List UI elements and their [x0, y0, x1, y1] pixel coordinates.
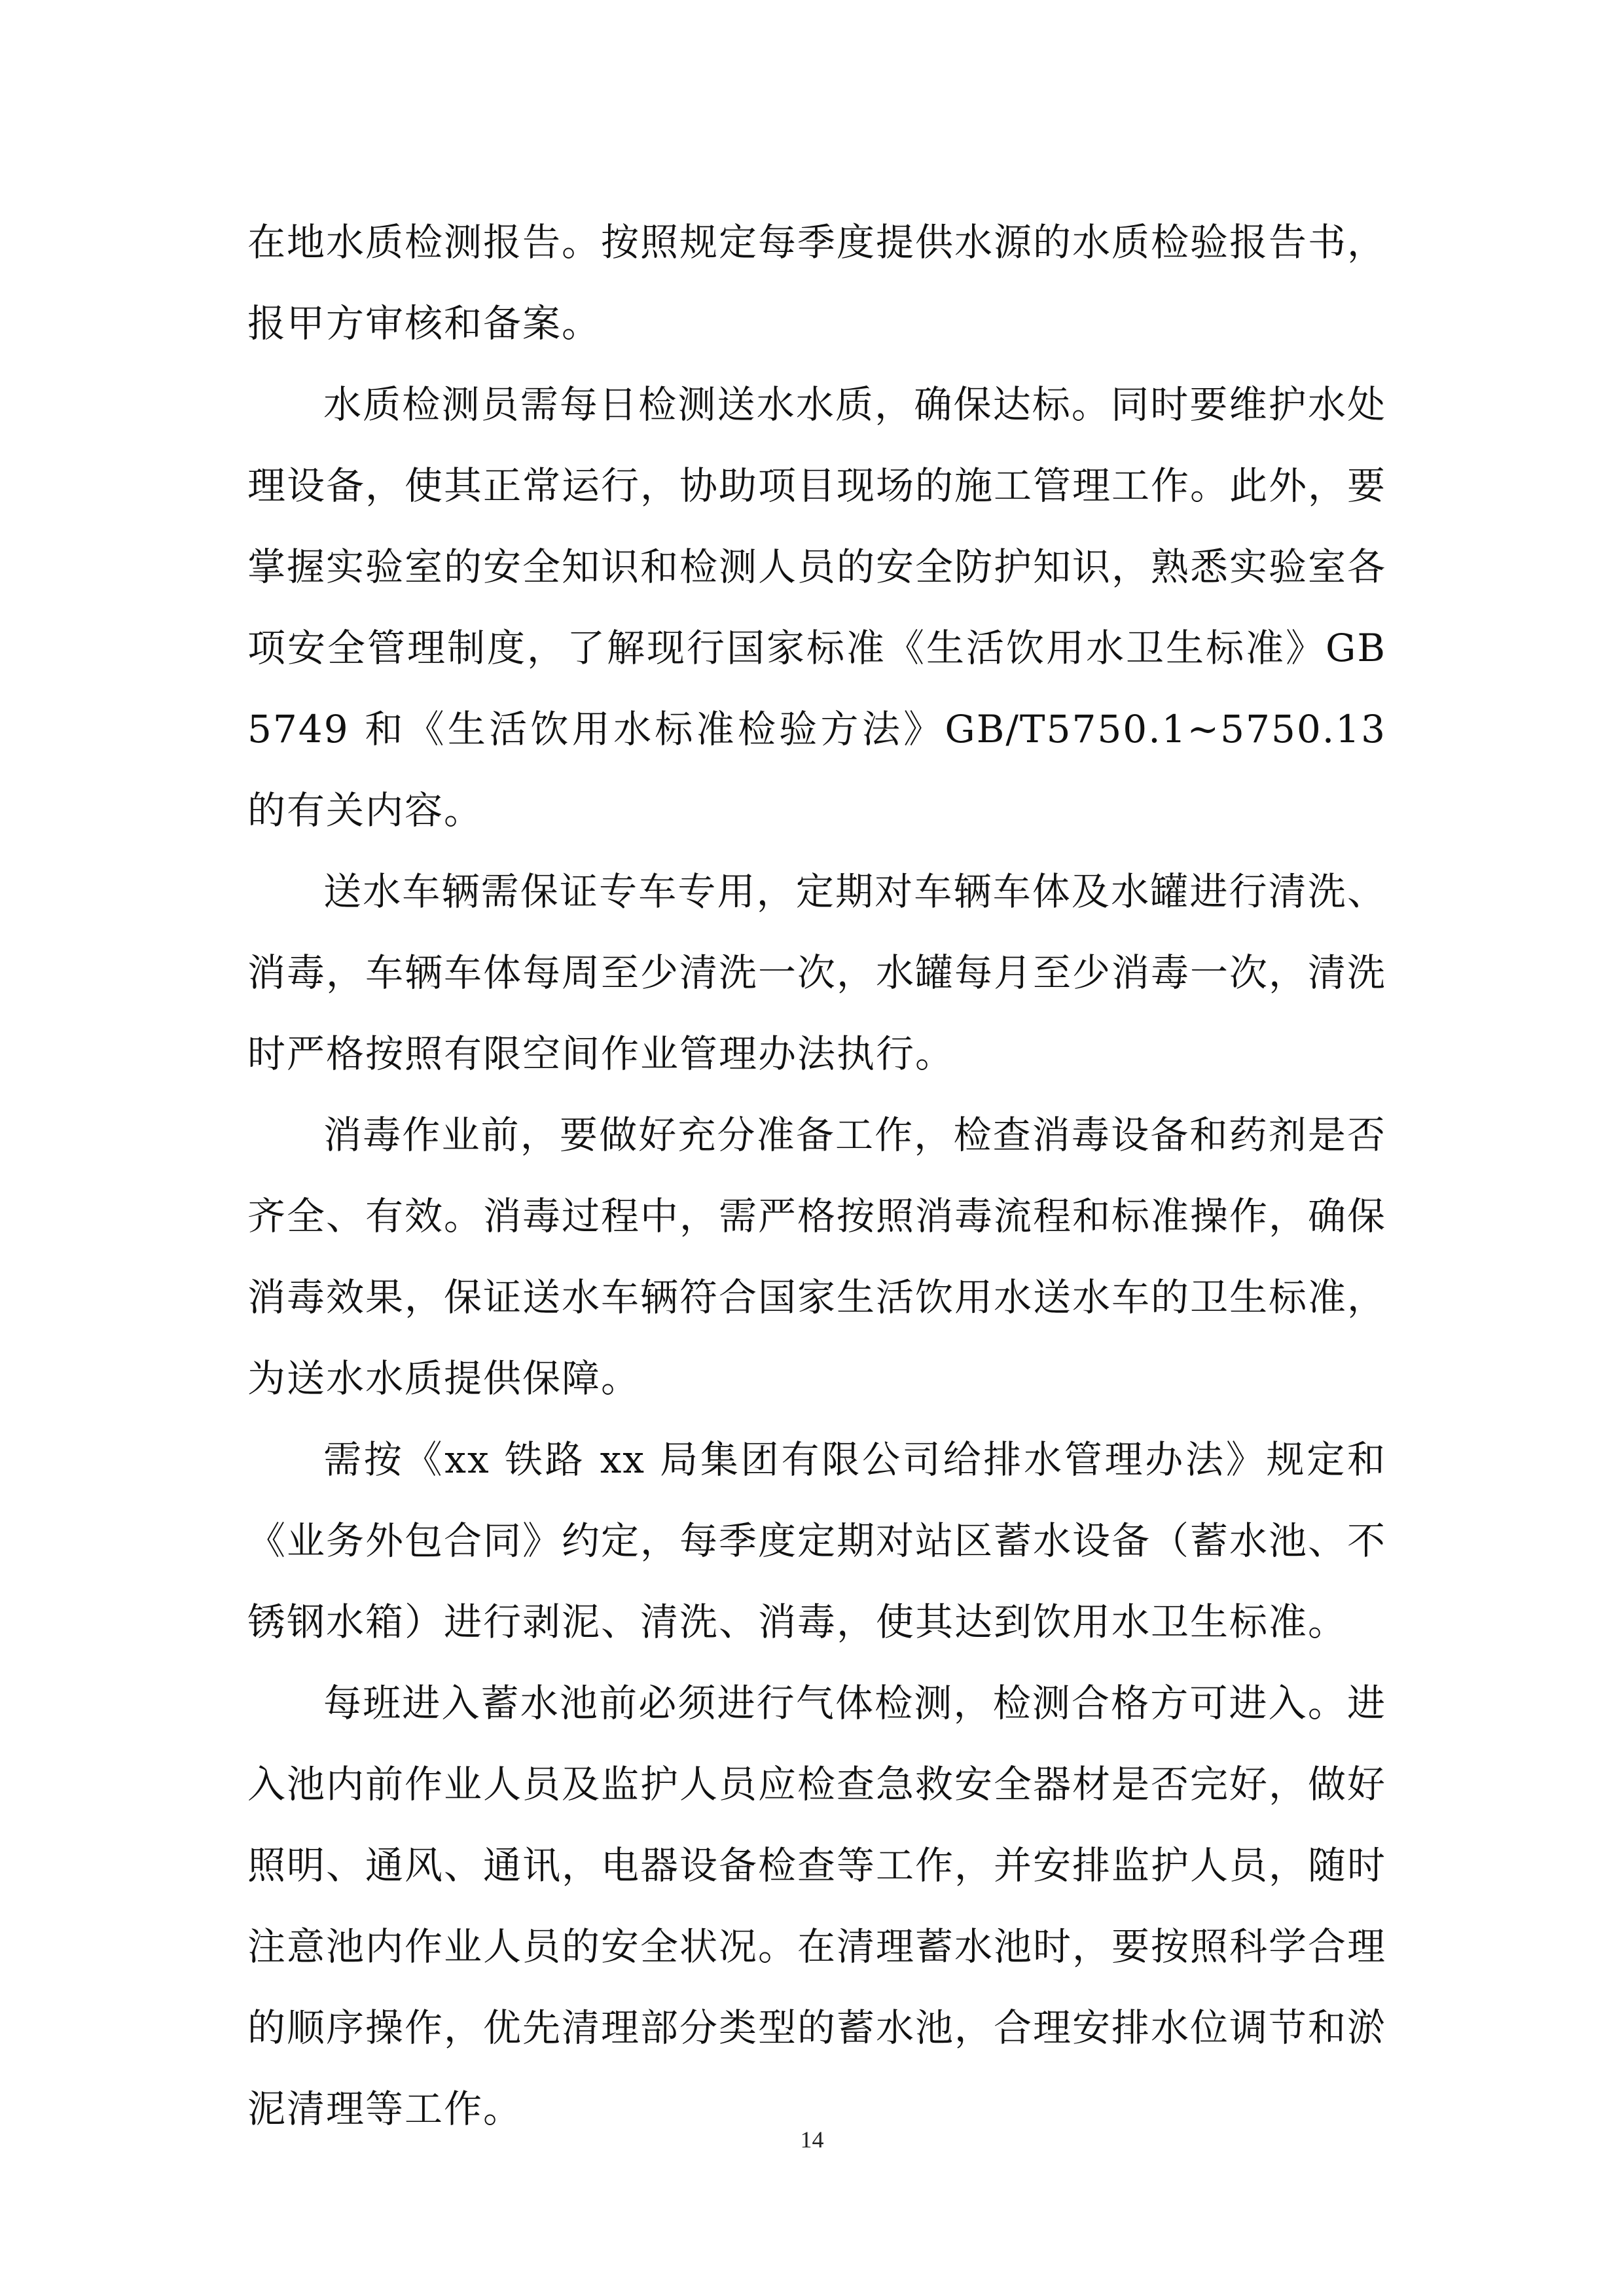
body-text [247, 202, 1386, 2149]
paragraph-reservoir-safety: 每班进入蓄水池前必须进行气体检测，检测合格方可进入。进入池内前作业人员及监护人员应检查急救安全器材是否完好，做好照明、通风、通讯，电器设备检查等工作，并安排监护人员，随时注意池内作业人员的安全状况。在清理蓄水池时，要按照科学合理的顺序操作，优先清理部分类型的蓄水池，合理安排水位调节和淤泥清理等工作。 [247, 1681, 1387, 2131]
paragraph-continuation: 在地水质检测报告。按照规定每季度提供水源的水质检验报告书，报甲方审核和备案。 [247, 220, 1387, 346]
page-number: 14 [800, 2126, 824, 2153]
paragraph-disinfection: 消毒作业前，要做好充分准备工作，检查消毒设备和药剂是否齐全、有效。消毒过程中，需严格按照消毒流程和标准操作，确保消毒效果，保证送水车辆符合国家生活饮用水送水车的卫生标准，为送水水质提供保障。 [247, 1113, 1387, 1401]
paragraph-water-quality-inspector: 水质检测员需每日检测送水水质，确保达标。同时要维护水处理设备，使其正常运行，协助项目现场的施工管理工作。此外，要掌握实验室的安全知识和检测人员的安全防护知识，熟悉实验室各项安全管理制度，了解现行国家标准《生活饮用水卫生标准》GB5749 和《生活饮用水标准检验方法》GB/T5750.1~5750.13 的有关内容。 [247, 382, 1387, 833]
paragraph-vehicle-cleaning: 送水车辆需保证专车专用，定期对车辆车体及水罐进行清洗、消毒，车辆车体每周至少清洗一次，水罐每月至少消毒一次，清洗时严格按照有限空间作业管理办法执行。 [247, 869, 1387, 1076]
paragraph-storage-equipment: 需按《xx 铁路 xx 局集团有限公司给排水管理办法》规定和《业务外包合同》约定，每季度定期对站区蓄水设备（蓄水池、不锈钢水箱）进行剥泥、清洗、消毒，使其达到饮用水卫生标准。 [247, 1437, 1387, 1644]
